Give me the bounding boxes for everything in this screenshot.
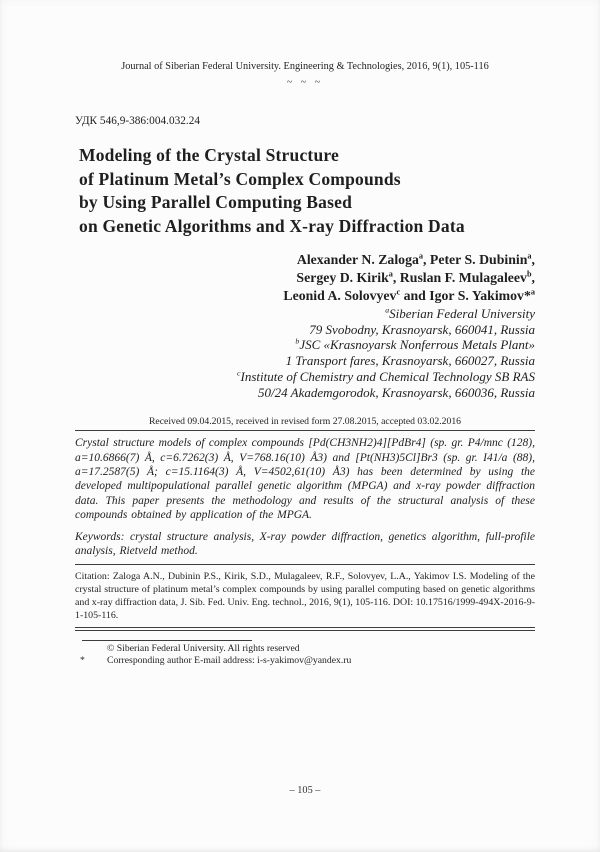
affiliation-line: 79 Svobodny, Krasnoyarsk, 660041, Russia: [309, 321, 535, 337]
corresponding-author-text: Corresponding author E-mail address: i-s-yakimov@yandex.ru: [107, 655, 352, 667]
authors-block: [75, 251, 535, 305]
author-line: Sergey D. Kirik$^a$, Ruslan F. Mulagaleev$^b$,: [296, 269, 535, 285]
tilde-separator: ~ ~ ~: [286, 77, 324, 88]
affiliation-line: $^a$Siberian Federal University: [385, 305, 535, 321]
received-dates: Received 09.04.2015, received in revised form 27.08.2015, accepted 03.02.2016: [148, 416, 462, 428]
paper-title: [79, 144, 540, 238]
abstract-text: Crystal structure models of complex compounds [Pd(CH3NH2)4][PdBr4] (sp. gr. P4/mnc (128), a=10.6866(7) Å, c=6.7262(3) Å, V=768.16(10) Å3) and [Pt(NH3)5Cl]Br3 (sp. gr. I41/a (88), a=17.2587(5) Å; c=15.1164(3) Å, V=4502,61(10) Å3) has been determined by using the developed multipopulational parallel genetic algorithm (MPGA) and x-ray powder diffraction data. This paper presents the methodology and results of the structural analysis of these compounds obtained by application of the MPGA.: [75, 437, 535, 522]
journal-header: Journal of Siberian Federal University. Engineering & Technologies, 2016, 9(1), 105-116: [121, 61, 489, 72]
footnote-rule: [82, 640, 252, 641]
udk-code: УДК 546,9-386:004.032.24: [75, 115, 201, 127]
citation-bottom-rule: [75, 627, 535, 631]
affiliation-line: $^b$JSC «Krasnoyarsk Nonferrous Metals Plant»: [295, 337, 535, 353]
footnote-marker-empty: [80, 643, 107, 655]
page-number: – 105 –: [289, 785, 321, 796]
copyright-line: [80, 643, 535, 655]
copyright-text: © Siberian Federal University. All rights reserved: [107, 642, 300, 654]
title-line: on Genetic Algorithms and X-ray Diffraction Data: [79, 215, 465, 236]
affiliation-line: 50/24 Akademgorodok, Krasnoyarsk, 660036, Russia: [258, 384, 535, 400]
author-line: Alexander N. Zaloga$^a$, Peter S. Dubinin$^a$,: [296, 251, 535, 267]
affiliation-line: 1 Transport fares, Krasnoyarsk, 660027, Russia: [285, 353, 535, 369]
title-line: Modeling of the Crystal Structure: [79, 145, 339, 165]
corresponding-author-line: [80, 655, 535, 667]
footnote-asterisk: *: [80, 655, 85, 667]
title-line: by Using Parallel Computing Based: [79, 192, 353, 212]
title-line: of Platinum Metal’s Complex Compounds: [79, 168, 401, 189]
keywords-text: Keywords: crystal structure analysis, X-ray powder diffraction, genetics algorithm, full-profile analysis, Rietveld method.: [75, 530, 535, 558]
footnotes-block: [80, 643, 535, 668]
author-line: Leonid A. Solovyev$^c$ and Igor S. Yakimov*$^a$: [283, 287, 535, 303]
citation-top-rule: [75, 564, 535, 565]
abstract-top-rule: [75, 430, 535, 431]
citation-text: Citation: Zaloga A.N., Dubinin P.S., Kirik, S.D., Mulagaleev, R.F., Solovyev, L.A., Yakimov I.S. Modeling of the crystal structure of platinum metal’s complex compounds by using parallel computing based on genetic algorithms and x-ray diffraction data, J. Sib. Fed. Univ. Eng. technol., 2016, 9(1), 105-116. DOI: 10.17516/1999-494X-2016-9-1-105-116.: [75, 571, 535, 622]
affiliation-line: $^c$Institute of Chemistry and Chemical Technology SB RAS: [237, 368, 535, 384]
affiliations-block: [75, 306, 535, 400]
